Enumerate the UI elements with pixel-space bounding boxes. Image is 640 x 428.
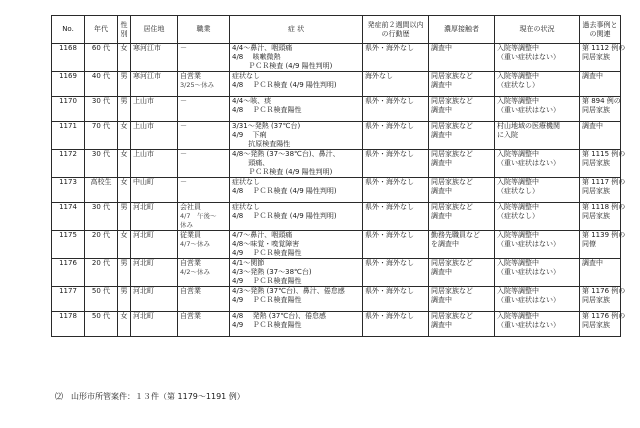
cell-line: 入院等調整中 [497,203,539,211]
cell-line: 自営業 [180,312,201,320]
occupation [178,122,230,150]
travel-history: 海外なし [363,72,429,97]
cell-line: （重い症状はない） [497,321,560,329]
occupation [178,44,230,72]
close-contacts [429,259,495,287]
cell-line: （症状なし） [497,81,539,89]
case-number: 1175 [52,231,85,259]
occupation [178,203,230,231]
cell-line: 入院等調整中 [497,44,539,52]
cell-line: （症状なし） [497,212,539,220]
cell-line: 調査中 [431,296,452,304]
travel-history: 県外・海外なし [363,203,429,231]
cell-line: 症状なし [232,203,260,211]
cell-line: 調査中 [582,259,603,267]
occupation [178,231,230,259]
cell-line: － [180,44,187,52]
travel-history: 県外・海外なし [363,178,429,203]
cell-line: 調査中 [431,159,452,167]
cell-line: 第 1112 例の [582,44,626,52]
header-cell-residence: 居住地 [131,16,178,44]
cell-line: 調査中 [431,268,452,276]
cell-line: 同居家族など [431,259,473,267]
symptoms [230,178,363,203]
past-case-relation [580,287,626,312]
cell-line: 4/8 発熱 (37℃台)、倦怠感 [232,312,326,320]
table-row [52,150,621,178]
cell-line: 調査中 [431,321,452,329]
symptoms [230,72,363,97]
cell-line: を調査中 [431,240,459,248]
cell-line: 症状なし [232,178,260,186]
past-case-relation [580,178,626,203]
symptoms [230,312,363,337]
table-row [52,122,621,150]
table-row [52,178,621,203]
cell-line: 4/7～休み [180,240,210,248]
cell-line: 4/9 ＰＣＲ検査陽性 [232,321,302,329]
cell-line: ＰＣＲ検査 (4/9 陽性判明) [232,168,333,176]
cell-line: 同居家族 [582,106,610,114]
sex: 男 [118,203,131,231]
cell-line: 会社員 [180,203,201,211]
travel-history: 県外・海外なし [363,312,429,337]
travel-history: 県外・海外なし [363,97,429,122]
sex: 男 [118,259,131,287]
cell-line: 調査中 [431,44,452,52]
close-contacts [429,312,495,337]
cell-line: 4/8 ＰＣＲ検査陽性 [232,106,302,114]
table-row [52,97,621,122]
residence: 河北町 [131,259,178,287]
cell-line: 第 1139 例の [582,231,626,239]
close-contacts [429,231,495,259]
symptoms [230,231,363,259]
cell-line: 同居家族など [431,72,473,80]
cell-line: 4/9 下痢 [232,131,267,139]
past-case-relation [580,259,621,287]
header-cell-age: 年代 [85,16,118,44]
symptoms [230,44,363,72]
cell-line: 同居家族など [431,203,473,211]
cell-line: 4/4～咳、痰 [232,97,272,105]
residence: 上山市 [131,97,178,122]
past-case-relation [580,231,626,259]
cell-line: 同居家族 [582,212,610,220]
cell-line: 同居家族など [431,178,473,186]
residence: 中山町 [131,178,178,203]
sex: 女 [118,44,131,72]
past-case-relation [580,203,626,231]
cell-line: 同居家族など [431,122,473,130]
cell-line: 3/31～発熱 (37℃台) [232,122,301,130]
age-group: 20 代 [85,231,118,259]
cell-line: 4/4～鼻汁、咽頭痛 [232,44,293,52]
current-status [495,231,580,259]
cell-line: 同居家族 [582,187,610,195]
cell-line: 4/8 ＰＣＲ検査 (4/9 陽性判明) [232,187,337,195]
cell-line: 第 894 例の [582,97,621,105]
cell-line: （症状なし） [497,187,539,195]
residence: 河北町 [131,312,178,337]
table-row [52,259,621,287]
current-status [495,97,580,122]
current-status [495,72,580,97]
close-contacts [429,150,495,178]
close-contacts [429,287,495,312]
occupation [178,312,230,337]
cell-line: 第 1176 例の [582,287,626,295]
table-row [52,231,621,259]
cell-line: 入院等調整中 [497,72,539,80]
symptoms [230,97,363,122]
cell-line: 従業員 [180,231,201,239]
cell-line: 入院等調整中 [497,178,539,186]
cell-line: 抗原検査陽性 [232,140,291,148]
cell-line: 4/8 ＰＣＲ検査 (4/9 陽性判明) [232,212,337,220]
past-case-relation [580,150,626,178]
case-number: 1172 [52,150,85,178]
close-contacts [429,97,495,122]
symptoms [230,203,363,231]
cell-line: 同居家族 [582,53,610,61]
header-cell-contacts: 濃厚接触者 [429,16,495,44]
travel-history: 県外・海外なし [363,259,429,287]
past-case-relation [580,122,621,150]
header-cell-occupation: 職業 [178,16,230,44]
cell-line: （重い症状はない） [497,296,560,304]
case-number: 1173 [52,178,85,203]
cell-line: － [180,97,187,105]
residence: 寒河江市 [131,72,178,97]
travel-history: 県外・海外なし [363,122,429,150]
case-table-body [52,44,626,337]
residence: 上山市 [131,122,178,150]
age-group: 50 代 [85,312,118,337]
sex: 男 [118,287,131,312]
case-number: 1177 [52,287,85,312]
header-cell-sex: 性別 [118,16,131,44]
table-row [52,287,621,312]
sex: 女 [118,178,131,203]
close-contacts [429,122,495,150]
cell-line: 村山地域の医療機関 [497,122,560,130]
cell-line: 4/8 ＰＣＲ検査 (4/9 陽性判明) [232,81,337,89]
occupation [178,259,230,287]
current-status [495,259,580,287]
close-contacts [429,72,495,97]
cell-line: 第 1115 例の [582,150,626,158]
cell-line: 4/9 ＰＣＲ検査陽性 [232,277,302,285]
current-status [495,122,580,150]
header-cell-symptoms: 症 状 [230,16,363,44]
sex: 女 [118,312,131,337]
cell-line: 同居家族など [431,287,473,295]
cell-line: 自営業 [180,287,201,295]
case-number: 1176 [52,259,85,287]
travel-history: 県外・海外なし [363,44,429,72]
cell-line: ＰＣＲ検査 (4/9 陽性判明) [232,62,333,70]
table-row [52,44,621,72]
case-number: 1169 [52,72,85,97]
table-row [52,72,621,97]
table-header-row [52,16,621,44]
age-group: 40 代 [85,72,118,97]
residence: 河北町 [131,231,178,259]
cell-line: 第 1176 例の [582,312,626,320]
cell-line: 休み [180,221,193,229]
past-case-relation [580,72,621,97]
cell-line: 調査中 [582,122,603,130]
case-number: 1168 [52,44,85,72]
cell-line: 入院等調整中 [497,312,539,320]
table-row [52,203,621,231]
header-cell-relation: 過去事例との関連 [580,16,621,44]
case-table [51,15,626,337]
cell-line: 入院等調整中 [497,97,539,105]
occupation [178,287,230,312]
sex: 女 [118,150,131,178]
sex: 男 [118,72,131,97]
document-page [4,0,636,428]
cell-line: 入院等調整中 [497,150,539,158]
residence: 上山市 [131,150,178,178]
section-heading: ⑵ 山形市所管案件：１３件（第 1179～1191 例） [55,392,245,401]
cell-line: （重い症状はない） [497,159,560,167]
past-case-relation [580,97,621,122]
cell-line: 4/8～発熱 (37～38℃台)、鼻汁、 [232,150,340,158]
cell-line: 入院等調整中 [497,259,539,267]
age-group: 30 代 [85,203,118,231]
cell-line: 第 1117 例の [582,178,626,186]
symptoms [230,287,363,312]
past-case-relation [580,312,626,337]
cell-line: 同居家族 [582,321,610,329]
occupation [178,72,230,97]
header-cell-travel: 発症前２週間以内の行動歴 [363,16,429,44]
travel-history: 県外・海外なし [363,150,429,178]
cell-line: 4/3～発熱 (37℃台)、鼻汁、倦怠感 [232,287,345,295]
cell-line: 勤務先職員など [431,231,480,239]
case-number: 1170 [52,97,85,122]
residence: 河北町 [131,203,178,231]
case-number: 1171 [52,122,85,150]
symptoms [230,150,363,178]
symptoms [230,259,363,287]
symptoms [230,122,363,150]
cell-line: 自営業 [180,72,201,80]
occupation [178,97,230,122]
sex: 男 [118,97,131,122]
cell-line: 調査中 [431,212,452,220]
travel-history: 県外・海外なし [363,287,429,312]
table-row [52,312,621,337]
cell-line: 調査中 [431,81,452,89]
current-status [495,150,580,178]
age-group: 30 代 [85,97,118,122]
case-number: 1178 [52,312,85,337]
cell-line: 4/7 午後～ [180,212,217,220]
cell-line: 自営業 [180,259,201,267]
cell-line: 4/9 ＰＣＲ検査陽性 [232,249,302,257]
cell-line: 4/8～味覚・嗅覚障害 [232,240,300,248]
age-group: 70 代 [85,122,118,150]
cell-line: 入院等調整中 [497,287,539,295]
age-group: 高校生 [85,178,118,203]
occupation [178,178,230,203]
cell-line: 4/9 ＰＣＲ検査陽性 [232,296,302,304]
current-status [495,44,580,72]
cell-line: （重い症状はない） [497,53,560,61]
age-group: 50 代 [85,287,118,312]
cell-line: （重い症状はない） [497,268,560,276]
cell-line: － [180,122,187,130]
cell-line: 調査中 [431,131,452,139]
cell-line: 同居家族 [582,159,610,167]
travel-history: 県外・海外なし [363,231,429,259]
close-contacts [429,44,495,72]
header-cell-status: 現在の状況 [495,16,580,44]
cell-line: 同居家族など [431,150,473,158]
sex: 女 [118,231,131,259]
cell-line: － [180,150,187,158]
sex: 女 [118,122,131,150]
cell-line: 4/1～関節 [232,259,265,267]
residence: 河北町 [131,287,178,312]
cell-line: － [180,178,187,186]
cell-line: 第 1118 例の [582,203,626,211]
past-case-relation [580,44,626,72]
cell-line: （重い症状はない） [497,106,560,114]
current-status [495,203,580,231]
cell-line: 入院等調整中 [497,231,539,239]
cell-line: 調査中 [431,187,452,195]
cell-line: 4/2～休み [180,268,210,276]
cell-line: 調査中 [582,72,603,80]
cell-line: に入院 [497,131,518,139]
cell-line: 4/3～発熱 (37～38℃台) [232,268,312,276]
age-group: 60 代 [85,44,118,72]
close-contacts [429,203,495,231]
cell-line: 同居家族など [431,312,473,320]
occupation [178,150,230,178]
cell-line: 4/8 咳嗽微熱 [232,53,281,61]
cell-line: 同居家族 [582,296,610,304]
current-status [495,287,580,312]
cell-line: 4/7～鼻汁、咽頭痛 [232,231,293,239]
cell-line: 3/25～休み [180,81,215,89]
cell-line: （重い症状はない） [497,240,560,248]
cell-line: 同僚 [582,240,596,248]
cell-line: 同居家族など [431,97,473,105]
header-cell-no: No. [52,16,85,44]
age-group: 30 代 [85,150,118,178]
cell-line: 症状なし [232,72,260,80]
case-number: 1174 [52,203,85,231]
close-contacts [429,178,495,203]
cell-line: 調査中 [431,106,452,114]
current-status [495,312,580,337]
age-group: 20 代 [85,259,118,287]
cell-line: 頭痛、 [232,159,270,167]
current-status [495,178,580,203]
residence: 寒河江市 [131,44,178,72]
